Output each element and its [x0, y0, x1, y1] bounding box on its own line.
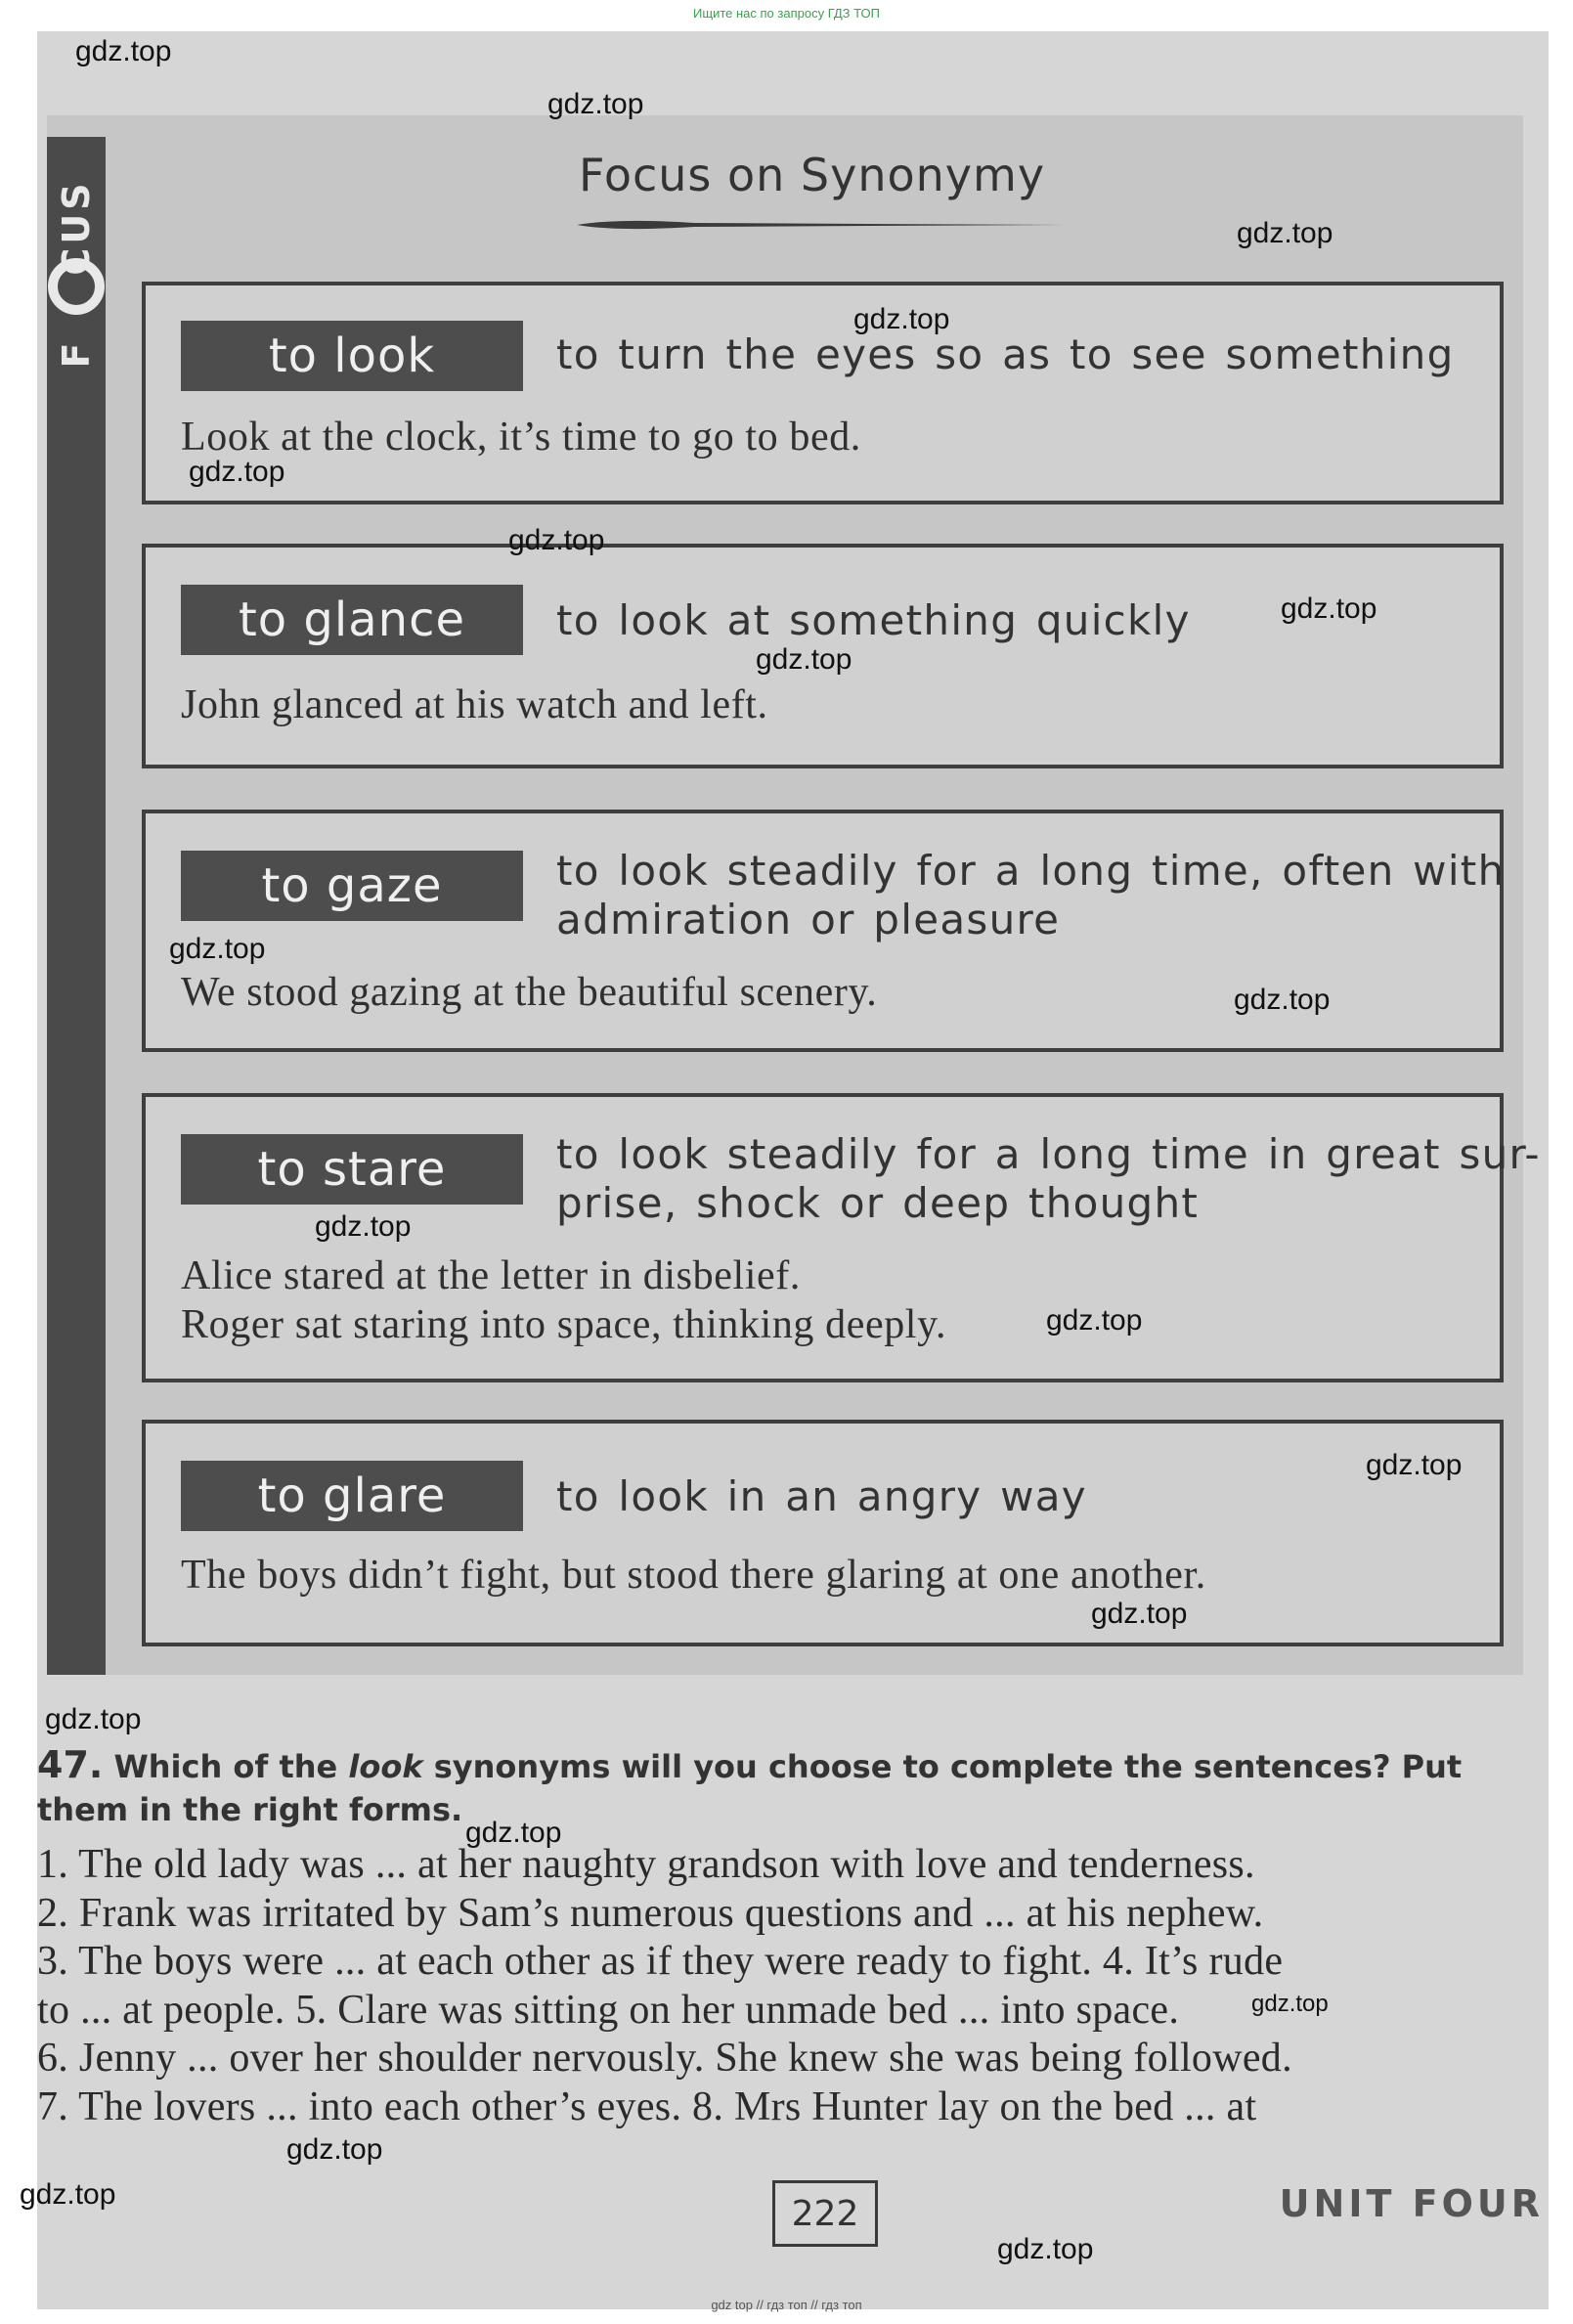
watermark: gdz.top [1234, 984, 1331, 1016]
definition-line: prise, shock or deep thought [556, 1179, 1200, 1227]
watermark: gdz.top [1237, 217, 1333, 249]
synonym-card-glare [142, 1420, 1504, 1646]
exercise-line: 2. Frank was irritated by Sam’s numerous questions and ... at his nephew. [37, 1890, 1264, 1936]
title-underline-brush [577, 217, 1066, 233]
exercise-line: 3. The boys were ... at each other as if they were ready to fight. 4. It’s rude [37, 1939, 1284, 1984]
instruction-italic-word: look [348, 1748, 423, 1785]
watermark: gdz.top [1366, 1449, 1463, 1481]
watermark: gdz.top [75, 35, 172, 67]
watermark: gdz.top [756, 643, 852, 676]
synonym-word-tag: to stare [181, 1134, 523, 1205]
watermark: gdz.top [286, 2133, 383, 2166]
exercise-line: 6. Jenny ... over her shoulder nervously. She knew she was being followed. [37, 2036, 1292, 2081]
example-sentence: John glanced at his watch and left. [181, 682, 768, 727]
exercise-number: 47. [37, 1743, 104, 1786]
synonym-definition [556, 1472, 1470, 1521]
usage-examples [181, 1551, 1470, 1600]
example-sentence: Roger sat staring into space, thinking deeply. [181, 1302, 947, 1347]
top-banner[interactable]: Ищите нас по запросу ГДЗ ТОП [693, 6, 880, 21]
example-sentence: We stood gazing at the beautiful scenery. [181, 970, 878, 1015]
focus-logo-icon [47, 147, 106, 401]
watermark: gdz.top [315, 1210, 412, 1243]
watermark: gdz.top [997, 2233, 1094, 2265]
exercise-sentences [37, 1841, 1548, 2131]
exercise-line: to ... at people. 5. Clare was sitting on her unmade bed ... into space. [37, 1987, 1180, 2033]
synonym-word-tag: to glance [181, 585, 523, 655]
example-sentence: Alice stared at the letter in disbelief. [181, 1253, 801, 1298]
synonym-word-tag: to gaze [181, 851, 523, 921]
definition-line: to look in an angry way [556, 1472, 1087, 1520]
definition-line: admiration or pleasure [556, 896, 1061, 943]
unit-label: UNIT FOUR [1279, 2182, 1544, 2225]
focus-title: Focus on Synonymy [579, 149, 1046, 201]
watermark: gdz.top [465, 1817, 562, 1849]
page-number: 222 [772, 2180, 878, 2247]
watermark: gdz.top [1046, 1304, 1143, 1337]
instruction-text: synonyms will you choose to complete the sentences? Put them in the right forms. [37, 1748, 1463, 1828]
synonym-word-tag: to look [181, 321, 523, 391]
watermark: gdz.top [20, 2178, 116, 2211]
focus-side-label [47, 147, 106, 401]
definition-line: to look steadily for a long time, often with [556, 847, 1506, 895]
usage-examples [181, 1251, 1470, 1349]
definition-line: to turn the eyes so as to see something [556, 330, 1455, 378]
watermark: gdz.top [508, 524, 605, 556]
watermark: gdz.top [45, 1703, 142, 1735]
exercise-line: 7. The lovers ... into each other’s eyes. 8. Mrs Hunter lay on the bed ... at [37, 2083, 1257, 2129]
synonym-word-tag: to glare [181, 1461, 523, 1531]
exercise-line: 1. The old lady was ... at her naughty grandson with love and tenderness. [37, 1842, 1255, 1887]
watermark: gdz.top [169, 933, 266, 965]
usage-examples [181, 680, 1470, 729]
watermark: gdz.top [853, 303, 950, 335]
synonym-card-look [142, 282, 1504, 504]
definition-line: to look at something quickly [556, 596, 1191, 644]
svg-text:F CUS: F CUS [55, 179, 98, 369]
watermark: gdz.top [189, 456, 285, 488]
instruction-text: Which of the [113, 1748, 349, 1785]
example-sentence: Look at the clock, it’s time to go to bed. [181, 415, 861, 460]
bottom-banner[interactable]: gdz top // гдз топ // гдз топ [711, 2298, 862, 2312]
example-sentence: The boys didn’t fight, but stood there glaring at one another. [181, 1553, 1206, 1598]
watermark: gdz.top [1091, 1598, 1188, 1630]
synonym-definition [556, 847, 1506, 944]
watermark: gdz.top [547, 88, 644, 120]
watermark: gdz.top [1251, 1991, 1329, 2017]
usage-examples [181, 413, 1470, 461]
definition-line: to look steadily for a long time in great sur- [556, 1130, 1541, 1178]
watermark: gdz.top [1281, 592, 1377, 625]
synonym-definition [556, 330, 1470, 379]
synonym-definition [556, 1130, 1541, 1228]
exercise-instruction [37, 1743, 1548, 1831]
